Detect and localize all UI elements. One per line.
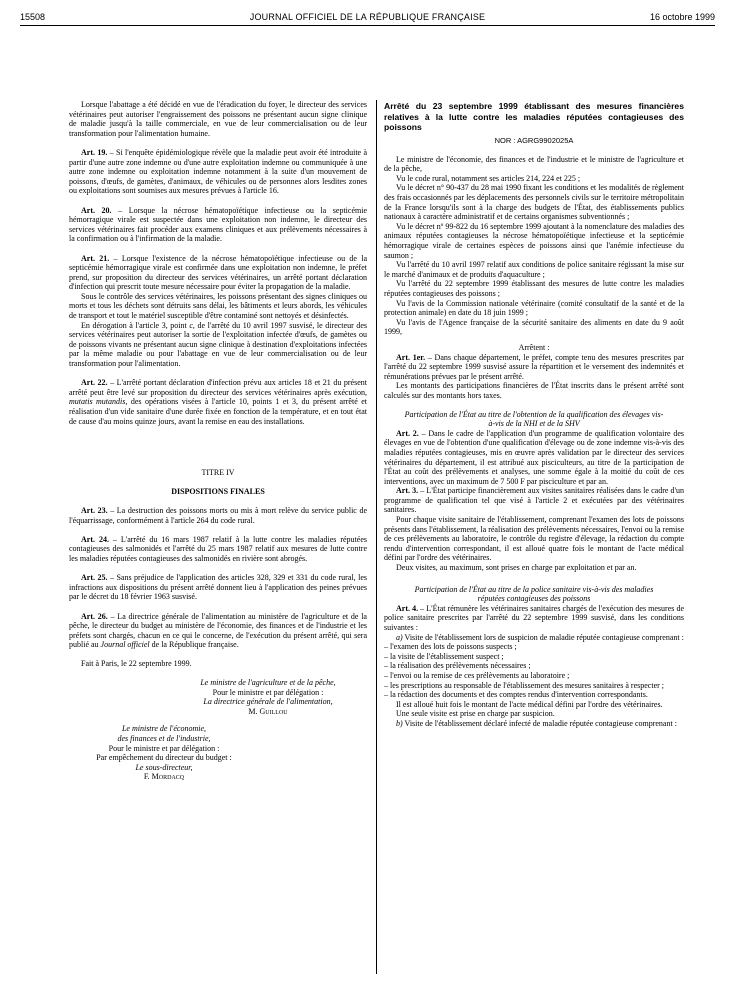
list-item: – la réalisation des prélèvements nécessaires ; <box>384 661 531 671</box>
article-text: – L'État participe financièrement aux visites sanitaires réalisées dans le cadre d'un programme de qualification tel que visé à l'article 2 et exécutées par des vétérinaires sanitaires. <box>384 486 684 515</box>
article-20 <box>69 206 367 244</box>
visa-line: Vu l'arrêté du 22 septembre 1999 établissant des mesures de lutte contre les maladies réputées contagieuses des poissons ; <box>384 279 684 298</box>
text-run-italic: c <box>189 320 193 330</box>
signatory-name: M. Guillou <box>248 706 288 716</box>
article-text: – Dans chaque département, le préfet, compte tenu des mesures prescrites par l'arrêté du 22 septembre 1999 susvisé assure la répartition et le versement des indemnités et rémunérations prévues par le présent arrêté. <box>384 352 684 381</box>
article-3-paragraph-3: Deux visites, au maximum, sont prises en charge par exploitation et par an. <box>396 563 637 573</box>
item-label: a) <box>396 632 403 642</box>
item-label: b) <box>396 718 403 728</box>
text-run: , des opérations visées à l'article 10, points 1 et 3, du présent arrêté et réalisation d'un vide sanitaire d'une durée fixée en fonction de la température, et en tout état de cause d'au moins quinze jours, avant la remise en eau des installations. <box>69 397 367 426</box>
visa-line: Vu le décret n° 90-437 du 28 mai 1990 fixant les conditions et les modalités de règlement des frais occasionnés par les déplacements des personnels civils sur le territoire métropolitain de la France lorsqu'ils sont à la charge des budgets de l'État, des établissements publics nationaux à caractère administratif et de certains organismes subventionnés ; <box>384 183 684 222</box>
text-run: , de l'arrêté du 10 avril 1997 susvisé, le directeur des services vétérinaires peut autoriser la sortie de l'exploitation infectée d'œufs, de gamètes ou de poissons vivants ne présentant aucun signe clinique à destination d'exploitations infectées par la même maladie ou pour l'abattage en vue de leur commercialisation ou de leur transformation pour l'alimentation. <box>69 320 367 369</box>
article-21 <box>69 254 367 292</box>
decree-title: Arrêté du 23 septembre 1999 établissant des mesures financières relatives à la lutte contre les maladies réputées contagieuses des poissons <box>384 101 684 132</box>
article-1 <box>384 353 684 382</box>
list-item: – l'envoi ou la remise de ces prélèvements au laboratoire ; <box>384 670 570 680</box>
visa-line: Vu l'avis de la Commission nationale vétérinaire (comité consultatif de la santé et de la protection animale) en date du 18 juin 1999 ; <box>384 298 684 318</box>
journal-title: JOURNAL OFFICIEL DE LA RÉPUBLIQUE FRANÇAISE <box>249 12 486 22</box>
article-label: Art. 26. <box>81 611 108 621</box>
article-text: – L'arrêté du 16 mars 1987 relatif à la lutte contre les maladies réputées contagieuses des salmonidés et l'arrêté du 25 mars 1987 relatif aux mesures de lutte contre les maladies réputées contagieuses des salmonidés en rivière sont abrogés. <box>69 534 367 563</box>
article-label: Art. 24. <box>81 534 109 544</box>
text-run-italic: mutatis mutandis <box>69 397 126 407</box>
article-3 <box>384 486 684 515</box>
list-item: – les prescriptions au responsable de l'établissement des mesures sanitaires à respecter ; <box>384 680 665 690</box>
text-run: En dérogation à l'article 3, point <box>81 320 190 330</box>
section-heading: Participation de l'État au titre de l'obtention de la qualification des élevages vis-à-vis de la NHI et de la SHV <box>404 409 664 429</box>
article-text: – Lorsque la nécrose hématopoïétique infectieuse ou la septicémie hémorragique virale est suspectée dans une exploitation non indemne, le directeur des services vétérinaires fait procéder aux examens cliniques et aux prélèvements nécessaires à la confirmation ou à l'infirmation de la maladie. <box>69 205 367 244</box>
article-label: Art. 21. <box>81 253 110 263</box>
signature-date: Fait à Paris, le 22 septembre 1999. <box>81 659 192 669</box>
article-label: Art. 20. <box>81 205 112 215</box>
visa-line: Vu le décret nº 99-822 du 16 septembre 1999 ajoutant à la nomenclature des maladies des animaux réputées contagieuses la nécrose hématopoïétique infectieuse et la septicémie hémorragique virale de certaines espèces de poissons ainsi que l'anémie infectieuse du saumon ; <box>384 221 684 260</box>
article-25 <box>69 573 367 602</box>
article-19 <box>69 148 367 196</box>
preamble: Le ministre de l'économie, des finances et de l'industrie et le ministre de l'agriculture et de la pêche, <box>384 154 684 174</box>
signature-line: des finances et de l'industrie, <box>117 734 211 744</box>
signature-line: Par empêchement du directeur du budget : <box>96 753 232 763</box>
article-26 <box>69 612 367 650</box>
header-rule <box>20 25 715 26</box>
article-label: Art. 2. <box>396 428 419 438</box>
article-1-paragraph-2: Les montants des participations financières de l'État inscrits dans le présent arrêté sont calculés sur des montants hors taxes. <box>384 381 684 400</box>
list-item: – l'examen des lots de poissons suspects ; <box>384 642 517 652</box>
list-item: – la rédaction des documents et des comptes rendus d'intervention correspondants. <box>384 690 648 700</box>
article-21-paragraph-3 <box>69 321 367 369</box>
text-run: – L'arrêté portant déclaration d'infection prévu aux articles 18 et 21 du présent arrêté peut être levé sur proposition du directeur des services vétérinaires après exécution, <box>69 378 367 397</box>
signature-block-economy <box>69 724 259 782</box>
signature-line: La directrice générale de l'alimentation, <box>203 697 333 707</box>
article-label: Art. 4. <box>396 603 419 613</box>
article-3-paragraph-2: Pour chaque visite sanitaire de l'établissement, comprenant l'examen des lots de poissons présents dans l'établissement, la réalisation des prélèvements nécessaires, l'envoi ou la remise de ces prélèvements au laboratoire, le contrôle du registre d'élevage, la rédaction du compte rendu d'intervention correspondant, il est alloué quatre fois le montant de l'acte médical défini par l'ordre des vétérinaires. <box>384 515 684 563</box>
signature-block-agriculture <box>169 678 367 716</box>
arretent-heading: Arrêtent : <box>518 342 550 352</box>
item-b <box>384 719 684 729</box>
titre-subheading: DISPOSITIONS FINALES <box>171 486 265 496</box>
signature-line: Pour le ministre et par délégation : <box>108 743 220 753</box>
article-4 <box>384 604 684 633</box>
text-run-italic: Journal officiel <box>100 640 150 650</box>
signature-line: Le ministre de l'économie, <box>121 724 207 734</box>
inspection-list <box>384 642 684 700</box>
article-text: – Lorsque l'existence de la nécrose hématopoïétique infectieuse ou de la septicémie hémorragique virale est confirmée dans une exploitation non indemne, le préfet prend, sur proposition du directeur des services vétérinaires, un arrêté portant déclaration d'infection qui prescrit toute mesure nécessaire pour éviter la propagation de la maladie. <box>69 253 368 292</box>
visa-line: Vu le code rural, notamment ses articles 214, 224 et 225 ; <box>396 173 581 183</box>
signature-line: Le ministre de l'agriculture et de la pêche, <box>200 678 336 688</box>
signature-line: Le sous-directeur, <box>135 762 193 772</box>
article-text: – La destruction des poissons morts ou mis à mort relève du service public de l'équarrissage, conformément à l'article 264 du code rural. <box>69 505 367 525</box>
article-2 <box>384 429 684 487</box>
article-label: Art. 22. <box>81 378 108 388</box>
text-run: de la République française. <box>149 640 239 650</box>
right-column <box>384 101 684 729</box>
article-label: Art. 19. <box>81 147 108 157</box>
article-text: – Sans préjudice de l'application des articles 328, 329 et 331 du code rural, les infractions aux dispositions du présent arrêté donnent lieu à l'application des peines prévues par le décret du 18 février 1963 susvisé. <box>69 573 367 602</box>
issue-date: 16 octobre 1999 <box>649 12 715 22</box>
single-visit-paragraph: Une seule visite est prise en charge par suspicion. <box>396 709 555 719</box>
page-header <box>20 12 715 26</box>
signature-line: Pour le ministre et par délégation : <box>212 687 324 697</box>
allowance-paragraph: Il est alloué huit fois le montant de l'acte médical défini par l'ordre des vétérinaires. <box>396 699 663 709</box>
signatory-name: F. Mordacq <box>143 772 185 782</box>
article-21-paragraph-2: Sous le contrôle des services vétérinaires, les poissons présentant des signes cliniques ou morts et tous les déchets sont détruits sans délai, les bâtiments et leurs abords, les véhicules de transport et tout le matériel susceptible d'être contaminé sont nettoyés et désinfectés. <box>69 291 367 321</box>
section-heading: Participation de l'État au titre de la police sanitaire vis-à-vis des maladies réputées contagieuses des poissons <box>414 584 654 604</box>
nor-reference: NOR : AGRG9902025A <box>494 135 574 145</box>
intro-paragraph: Lorsque l'abattage a été décidé en vue de l'éradication du foyer, le directeur des services vétérinaires peut autoriser l'engraissement des poissons ne présentant aucun signe clinique de maladie jusqu'à la taille commerciale, en vue de leur commercialisation ou de leur transformation pour l'alimentation humaine. <box>69 100 367 138</box>
article-23 <box>69 506 367 525</box>
article-label: Art. 23. <box>81 505 108 515</box>
item-text: Visite de l'établissement déclaré infecté de maladie réputée contagieuse comprenant : <box>402 718 677 728</box>
article-text: – Dans le cadre de l'application d'un programme de qualification volontaire des élevages en vue de l'obtention d'une qualification d'élevage ou de zone indemne vis-à-vis des maladies réputées contagieuses, mis en œuvre après validation par le directeur des services vétérinaires du département, il est attribué aux pisciculteurs, au titre de la participation de l'État au coût des prélèvements et analyses, une somme égale à la moitié du coût de ces interventions, avec un maximum de 7 500 F par pisciculture et par an. <box>384 428 684 486</box>
text-run: – La directrice générale de l'alimentation au ministère de l'agriculture et de la pêche, le directeur du budget au ministère de l'économie, des finances et de l'industrie et les préfets sont chargés, chacun en ce qui le concerne, de l'exécution du présent arrêté, qui sera publié au <box>69 611 367 650</box>
visa-line: Vu l'avis de l'Agence française de la sécurité sanitaire des aliments en date du 9 août 1999, <box>384 317 684 337</box>
visa-line: Vu l'arrêté du 10 avril 1997 relatif aux conditions de police sanitaire régissant la mise sur le marché d'animaux et de produits d'aquaculture ; <box>384 260 684 279</box>
list-item: – la visite de l'établissement suspect ; <box>384 651 504 661</box>
column-divider <box>376 100 377 974</box>
article-label: Art. 3. <box>396 486 419 496</box>
article-24 <box>69 535 367 564</box>
item-a <box>384 633 684 643</box>
page-number: 15508 <box>20 12 46 22</box>
left-column <box>69 100 367 782</box>
article-text: – L'État rémunère les vétérinaires sanitaires chargés de l'exécution des mesures de police sanitaire prescrites par l'arrêté du 22 septembre 1999 susvisé, dans les conditions suivantes : <box>384 603 684 632</box>
article-text: – Si l'enquête épidémiologique révèle que la maladie peut avoir été introduite à partir d'une autre zone indemne ou d'une autre exploitation indemne ou communiquée à une autre zone indemne ou exploitation indemne notamment à la suite d'un mouvement de poissons, d'œufs, de gamètes, d'animaux, de véhicules ou de personnes alors lesdites zones ou exploitations sont soumises aux mesures prévues à l'article 16. <box>69 147 367 196</box>
article-22 <box>69 378 367 426</box>
article-label: Art. 1er. <box>396 352 426 362</box>
item-text: Visite de l'établissement lors de suspicion de maladie réputée contagieuse comprenant : <box>402 632 684 642</box>
titre-heading: TITRE IV <box>201 468 235 478</box>
article-label: Art. 25. <box>81 573 108 583</box>
